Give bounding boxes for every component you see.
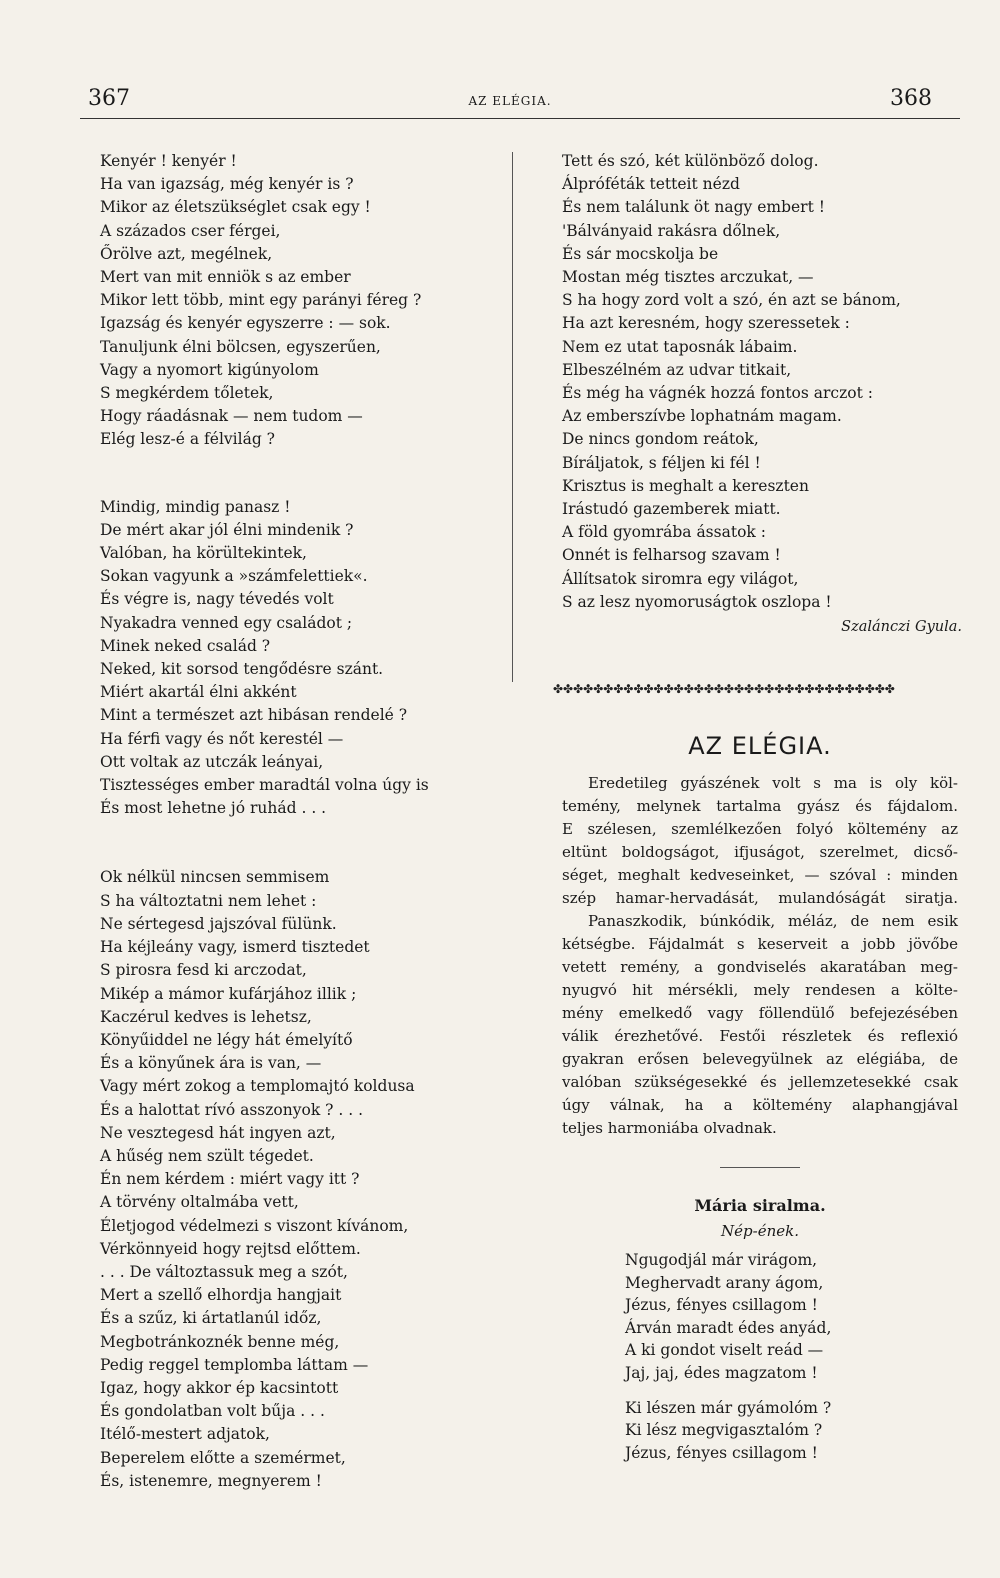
text-line: Mindig, mindig panasz ! [100, 497, 291, 516]
poem-stanza-3 [100, 866, 500, 1492]
author-signature: Szalánczi Gyula. [841, 619, 962, 636]
prose-line: Eredetileg gyászének volt s ma is oly köl- [588, 774, 958, 792]
prose-line: szép hamar-hervadását, mulandóságát siratja. [562, 889, 958, 907]
text-line: És nem találunk öt nagy embert ! [562, 198, 825, 217]
maria-siralma-poem [625, 1249, 955, 1464]
text-line: Ne sértegesd jajszóval fülünk. [100, 914, 337, 933]
text-line: Ha férfi vagy és nőt kerestél — [100, 729, 344, 748]
page-number-right: 368 [890, 86, 932, 111]
text-line: Jézus, fényes csillagom ! [625, 1443, 818, 1462]
text-line: Mint a természet azt hibásan rendelé ? [100, 706, 408, 725]
prose-line: vetett remény, a gondviselés akaratában meg- [562, 958, 958, 976]
text-line: A törvény oltalmába vett, [100, 1193, 299, 1212]
text-line: Hogy ráadásnak — nem tudom — [100, 407, 363, 426]
text-line: Én nem kérdem : miért vagy itt ? [100, 1170, 360, 1189]
text-line: Elég lesz-é a félvilág ? [100, 430, 275, 449]
prose-line: séget, meghalt kedveseinket, — szóval : minden [562, 866, 958, 884]
text-line: S megkérdem tőletek, [100, 384, 274, 403]
text-line: Valóban, ha körültekintek, [100, 544, 307, 563]
text-line: Igaz, hogy akkor ép kacsintott [100, 1378, 339, 1397]
text-line: Nem ez utat taposnák lábaim. [562, 337, 798, 356]
prose-line: nyugvó hit mérsékli, mely rendesen a költe- [562, 981, 958, 999]
text-line: Ha van igazság, még kenyér is ? [100, 175, 354, 194]
text-line: Neked, kit sorsod tengődésre szánt. [100, 660, 384, 679]
prose-line: eltünt boldogságot, ifjuságot, szerelmet, dicső- [562, 843, 958, 861]
text-line: De nincs gondom reátok, [562, 430, 759, 449]
text-line: Itélő-mestert adjatok, [100, 1425, 270, 1444]
text-line: Őrölve azt, megélnek, [100, 244, 273, 263]
text-line: Az emberszívbe lophatnám magam. [562, 407, 842, 426]
text-line: A föld gyomrába ássatok : [562, 523, 766, 542]
text-line: Vérkönnyeid hogy rejtsd előttem. [100, 1239, 361, 1258]
running-title: AZ ELÉGIA. [468, 94, 552, 108]
text-line: S ha változtatni nem lehet : [100, 891, 317, 910]
right-column-verse [562, 150, 962, 639]
section-title: AZ ELÉGIA. [688, 732, 832, 760]
text-line: Álpróféták tetteit nézd [562, 175, 740, 194]
text-line: Vagy mért zokog a templomajtó koldusa [100, 1077, 415, 1096]
poem-stanza [625, 1397, 955, 1465]
text-line: S pirosra fesd ki arczodat, [100, 961, 307, 980]
text-line: Mikor az életszükséglet csak egy ! [100, 198, 371, 217]
text-line: Életjogod védelmezi s viszont kívánom, [100, 1216, 409, 1235]
text-line: Jézus, fényes csillagom ! [625, 1296, 818, 1315]
text-line: És a könyűnek ára is van, — [100, 1054, 322, 1073]
prose-line: temény, melynek tartalma gyász és fájdalom. [562, 797, 958, 815]
stanza-gap [625, 1385, 955, 1397]
text-line: S az lesz nyomoruságtok oszlopa ! [562, 592, 832, 611]
prose-line: teljes harmoniába olvadnak. [562, 1119, 777, 1137]
text-line: A százados cser férgei, [100, 221, 281, 240]
prose-line: valóban szükségesekké és jellemzetesekké csak [562, 1073, 958, 1091]
page-number-left: 367 [88, 86, 130, 111]
text-line: Megbotránkoznék benne még, [100, 1332, 340, 1351]
text-line: Elbeszélném az udvar titkait, [562, 360, 792, 379]
elegia-definition-text [562, 772, 958, 1140]
text-line: Miért akartál élni akként [100, 683, 297, 702]
text-line: Ki lészen már gyámolóm ? [625, 1398, 832, 1417]
text-line: Mikor lett több, mint egy parányi féreg ? [100, 291, 422, 310]
poem-stanza-2 [100, 496, 500, 821]
section-rule [720, 1167, 800, 1168]
text-line: És a szűz, ki ártatlanúl időz, [100, 1309, 322, 1328]
stanza-gap [100, 820, 500, 866]
text-line: Ok nélkül nincsen semmisem [100, 868, 330, 887]
header-rule [80, 118, 960, 119]
text-line: Ngugodjál már virágom, [625, 1251, 818, 1269]
text-line: Vagy a nyomort kigúnyolom [100, 360, 319, 379]
stanza-gap [100, 452, 500, 496]
text-line: Sokan vagyunk a »számfelettiek«. [100, 567, 368, 586]
text-line: Ha azt keresném, hogy szeressetek : [562, 314, 850, 333]
text-line: Mert a szellő elhordja hangjait [100, 1286, 342, 1305]
text-line: Tanuljunk élni bölcsen, egyszerűen, [100, 337, 381, 356]
text-line: Krisztus is meghalt a kereszten [562, 476, 809, 495]
poem-subtitle: Nép-ének. [721, 1222, 799, 1240]
text-line: A hűség nem szült tégedet. [100, 1146, 314, 1165]
poem-title: Mária siralma. [694, 1196, 826, 1215]
text-line: Mostan még tisztes arczukat, — [562, 268, 814, 287]
prose-line: válik érezhetővé. Festői részletek és reflexió [562, 1027, 958, 1045]
text-line: Jaj, jaj, édes magzatom ! [625, 1363, 818, 1382]
text-line: Árván maradt édes anyád, [625, 1318, 832, 1337]
text-line: Igazság és kenyér egyszerre : — sok. [100, 314, 391, 333]
text-line: Kenyér ! kenyér ! [100, 152, 237, 170]
text-line: Állítsatok siromra egy világot, [562, 569, 799, 588]
text-line: Ott voltak az utczák leányai, [100, 752, 324, 771]
text-line: Tett és szó, két különböző dolog. [562, 152, 819, 170]
text-line: Irástudó gazemberek miatt. [562, 500, 781, 519]
text-line: Tisztességes ember maradtál volna úgy is [100, 776, 429, 795]
text-line: Meghervadt arany ágom, [625, 1273, 824, 1292]
text-line: Ne vesztegesd hát ingyen azt, [100, 1123, 336, 1142]
prose-line: Panaszkodik, búnkódik, méláz, de nem esik [588, 912, 958, 930]
prose-line: E szélesen, szemlélkezően folyó költemény az [562, 820, 958, 838]
prose-line: kétségbe. Fájdalmát s keserveit a jobb jövőbe [562, 935, 958, 953]
text-line: És a halottat rívó asszonyok ? . . . [100, 1100, 364, 1119]
text-line: És sár mocskolja be [562, 244, 719, 263]
text-line: A ki gondot viselt reád — [625, 1341, 824, 1360]
text-line: Mert van mit enniök s az ember [100, 268, 351, 287]
text-line: Beperelem előtte a szemérmet, [100, 1448, 346, 1467]
text-line: Könyűiddel ne légy hát émelyítő [100, 1030, 353, 1049]
text-line: Bíráljatok, s féljen ki fél ! [562, 453, 761, 472]
column-separator [512, 152, 513, 682]
text-line: Kaczérul kedves is lehetsz, [100, 1007, 312, 1026]
text-line: Pedig reggel templomba láttam — [100, 1355, 369, 1374]
text-line: Nyakadra venned egy családot ; [100, 613, 353, 632]
text-line: Minek neked család ? [100, 636, 271, 655]
text-line: 'Bálványaid rakásra dőlnek, [562, 221, 781, 240]
poem-stanza-1 [100, 150, 500, 452]
prose-line: gyakran erősen belevegyülnek az elégiába, de [562, 1050, 958, 1068]
text-line: Ha kéjleány vagy, ismerd tisztedet [100, 938, 370, 957]
text-line: S ha hogy zord volt a szó, én azt se bánom, [562, 291, 901, 310]
text-line: És végre is, nagy tévedés volt [100, 590, 334, 609]
text-line: És még ha vágnék hozzá fontos arczot : [562, 384, 873, 403]
poem-continuation [562, 150, 962, 614]
text-line: Onnét is felharsog szavam ! [562, 546, 781, 565]
text-line: Ki lész megvigasztalóm ? [625, 1421, 823, 1440]
text-line: . . . De változtassuk meg a szót, [100, 1262, 348, 1281]
text-line: És, istenemre, megnyerem ! [100, 1471, 322, 1490]
text-line: És gondolatban volt bűja . . . [100, 1402, 325, 1421]
text-line: És most lehetne jó ruhád . . . [100, 799, 327, 818]
prose-line: úgy válnak, ha a költemény alaphangjával [562, 1096, 958, 1114]
ornamental-divider: ✤✤✤✤✤✤✤✤✤✤✤✤✤✤✤✤✤✤✤✤✤✤✤✤✤✤✤✤✤✤✤✤✤✤ [553, 682, 895, 696]
text-line: Mikép a mámor kufárjához illik ; [100, 984, 357, 1003]
left-column [100, 150, 500, 1493]
page-header [80, 80, 940, 120]
prose-line: mény emelkedő vagy föllendülő befejezésében [562, 1004, 958, 1022]
poem-stanza [625, 1249, 955, 1385]
text-line: De mért akar jól élni mindenik ? [100, 520, 354, 539]
